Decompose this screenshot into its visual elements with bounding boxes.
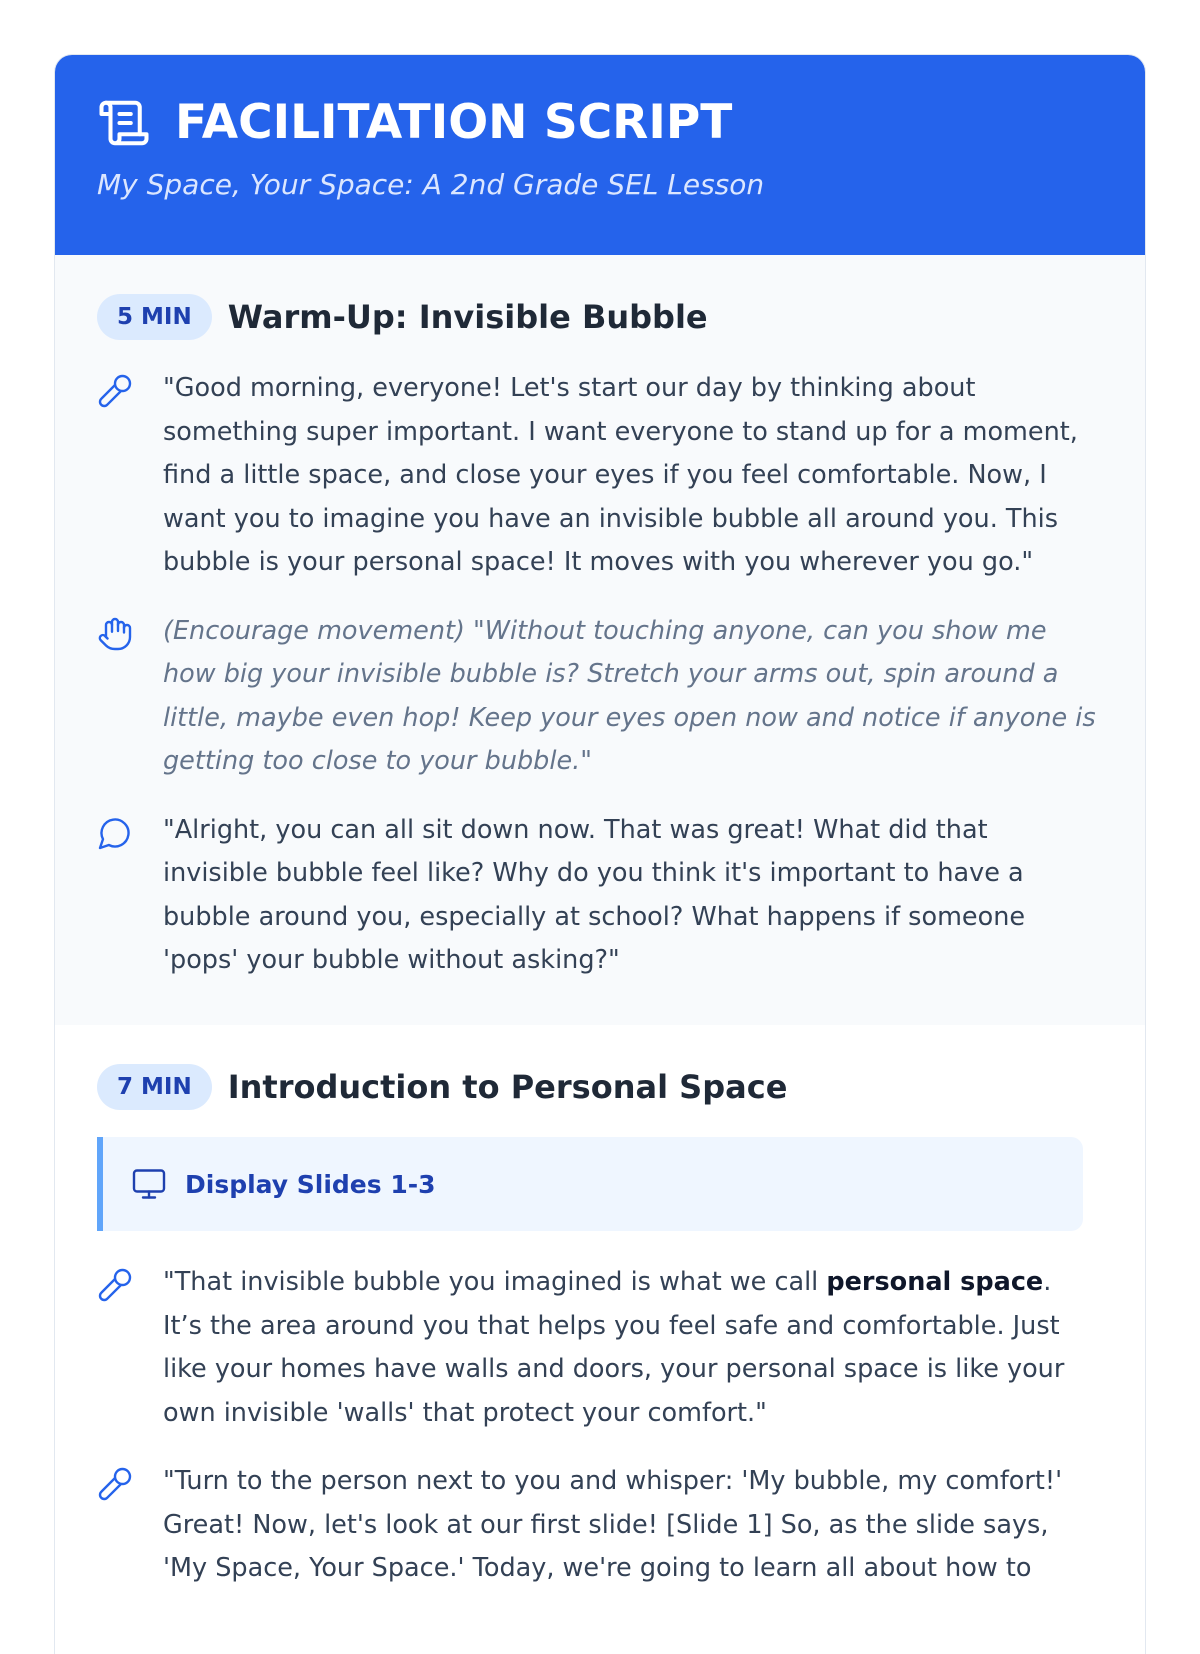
section-warm-up: [55, 255, 1145, 1025]
section-heading: [97, 293, 1103, 341]
script-line-text: "Turn to the person next to you and whisper: 'My bubble, my comfort!' Great! Now, let's look at our first slide! [Slide 1] So, as the slide says, 'My Space, Your Space.' Today, we're going to learn all about how to: [163, 1466, 1063, 1583]
microphone-icon: [97, 373, 133, 409]
display-slides-callout: [97, 1137, 1083, 1231]
callout-text: Display Slides 1-3: [185, 1169, 436, 1199]
page-subtitle: My Space, Your Space: A 2nd Grade SEL Lesson: [97, 168, 765, 201]
script-line-text: [163, 1261, 1098, 1435]
microphone-icon: [97, 1267, 133, 1303]
facilitation-script-card: [54, 54, 1146, 1654]
section-introduction: [55, 1025, 1145, 1591]
script-line-text: "Good morning, everyone! Let's start our day by thinking about something super important. I want everyone to stand up for a moment, find a little space, and close your eyes if you feel comfortable. Now, I want you to imagine you have an invisible bubble all around you. This bubble is your personal space! It moves with you wherever you go.": [163, 373, 1078, 577]
script-line: [97, 610, 1103, 784]
script-line: [97, 1460, 1103, 1591]
duration-badge: 7 MIN: [97, 1064, 212, 1110]
duration-badge: 5 MIN: [97, 294, 212, 340]
section-title: Warm-Up: Invisible Bubble: [227, 298, 708, 336]
chat-bubble-icon: [97, 815, 133, 851]
monitor-icon: [131, 1166, 167, 1202]
script-line-text: "Alright, you can all sit down now. That was great! What did that invisible bubble feel like? Why do you think it's important to have a bubble around you, especially at school? What happens if someone 'pops' your bubble without asking?": [163, 814, 1026, 975]
scroll-icon: [97, 96, 151, 150]
script-header: [55, 55, 1145, 255]
section-heading: [97, 1063, 1103, 1111]
section-title: Introduction to Personal Space: [227, 1068, 788, 1106]
microphone-icon: [97, 1466, 133, 1502]
hand-icon: [97, 616, 133, 652]
header-title-row: [97, 95, 1103, 151]
text-part: . It’s the area around you that helps you feel safe and comfortable. Just like your homes have walls and doors, your personal space is like your own invisible 'walls' that protect your comfort.": [163, 1267, 1065, 1428]
stage-direction-text: (Encourage movement) "Without touching anyone, can you show me how big your invisible bubble is? Stretch your arms out, spin around a little, maybe even hop! Keep your eyes open now and notice if anyone is getting too close to your bubble.": [163, 615, 1096, 776]
script-line: [97, 1261, 1103, 1435]
key-term: personal space: [826, 1267, 1044, 1297]
script-line: [97, 809, 1103, 983]
script-line: [97, 367, 1103, 585]
page-title: FACILITATION SCRIPT: [175, 95, 733, 150]
text-part: "That invisible bubble you imagined is what we call: [163, 1267, 827, 1297]
